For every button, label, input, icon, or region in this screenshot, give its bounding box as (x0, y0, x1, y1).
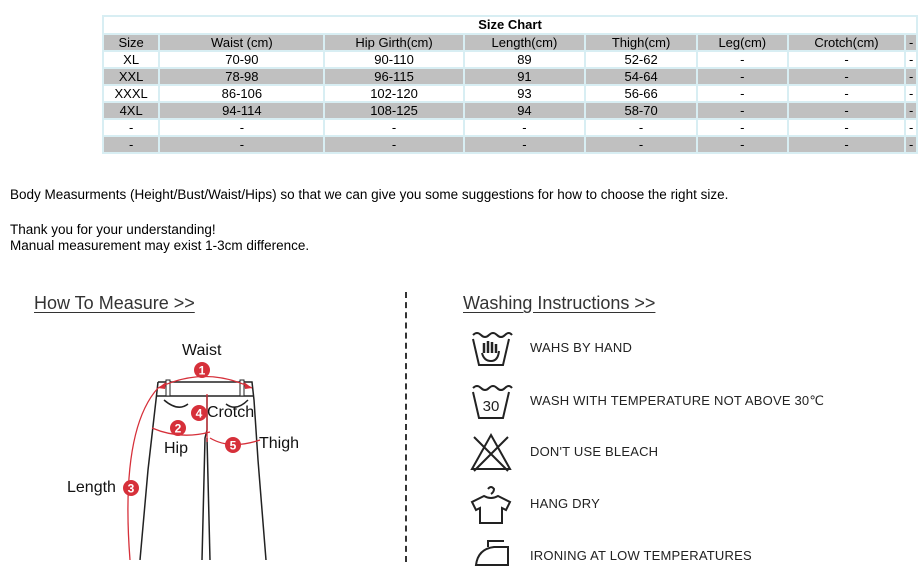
header-cell: Size (104, 35, 158, 50)
table-cell: - (789, 69, 905, 84)
size-chart-title: Size Chart (104, 17, 916, 33)
table-cell: 96-115 (325, 69, 462, 84)
wash-label: DON'T USE BLEACH (530, 444, 659, 459)
iron-low-icon (468, 535, 514, 579)
marker-5: 5 (229, 438, 237, 453)
table-cell: - (906, 86, 916, 101)
table-cell: 52-62 (586, 52, 696, 67)
table-cell: - (906, 137, 916, 152)
hip-label: Hip (164, 440, 189, 457)
table-cell: XXXL (104, 86, 158, 101)
table-cell: - (906, 69, 916, 84)
crotch-label: Crotch (207, 404, 255, 421)
waist-label: Waist (182, 342, 222, 359)
hang-dry-icon (468, 483, 514, 527)
marker-hip (170, 420, 186, 436)
table-cell: 56-66 (586, 86, 696, 101)
table-cell: 94 (465, 103, 585, 118)
table-cell: 78-98 (160, 69, 323, 84)
section-divider (405, 292, 407, 562)
manual-measurement-note: Manual measurement may exist 1-3cm difference. (10, 238, 310, 253)
washing-instructions-title: Washing Instructions >> (463, 293, 656, 313)
header-cell: - (906, 35, 916, 50)
wash-temperature: 30 (482, 398, 500, 415)
how-to-measure-title: How To Measure >> (34, 293, 195, 313)
table-cell: - (698, 52, 787, 67)
table-cell: - (698, 103, 787, 118)
table-cell: - (104, 137, 158, 152)
table-cell: 90-110 (325, 52, 462, 67)
wash-item-no-bleach (468, 431, 908, 475)
wash-label: WAHS BY HAND (530, 340, 633, 355)
table-row (104, 52, 916, 67)
no-bleach-icon (468, 431, 514, 475)
table-cell: 58-70 (586, 103, 696, 118)
wash-item-iron-low (468, 535, 908, 579)
table-cell: 102-120 (325, 86, 462, 101)
size-chart-table (102, 15, 918, 154)
header-cell: Thigh(cm) (586, 35, 696, 50)
table-row (104, 69, 916, 84)
table-cell: XXL (104, 69, 158, 84)
table-cell: - (160, 120, 323, 135)
wash-label: WASH WITH TEMPERATURE NOT ABOVE 30℃ (530, 393, 825, 408)
table-cell: - (698, 137, 787, 152)
table-cell: - (789, 137, 905, 152)
table-cell: - (586, 137, 696, 152)
table-cell: 4XL (104, 103, 158, 118)
table-cell: - (789, 103, 905, 118)
header-cell: Hip Girth(cm) (325, 35, 462, 50)
thigh-label: Thigh (259, 435, 300, 452)
wash-label: HANG DRY (530, 496, 600, 511)
table-cell: - (325, 137, 462, 152)
wash-label: IRONING AT LOW TEMPERATURES (530, 548, 752, 563)
table-cell: 91 (465, 69, 585, 84)
table-row (104, 86, 916, 101)
marker-2: 2 (174, 421, 182, 436)
table-cell: - (789, 86, 905, 101)
body-measurements-note: Body Measurments (Height/Bust/Waist/Hips) so that we can give you some suggestions for how to choose the right size. (10, 187, 729, 202)
table-cell: - (789, 120, 905, 135)
marker-waist (194, 362, 210, 378)
table-cell: - (698, 120, 787, 135)
table-row (104, 120, 916, 135)
table-cell: - (586, 120, 696, 135)
table-cell: - (465, 120, 585, 135)
marker-4: 4 (195, 406, 203, 421)
marker-length (123, 480, 139, 496)
table-cell: - (465, 137, 585, 152)
pants-diagram (60, 360, 300, 560)
table-cell: XL (104, 52, 158, 67)
marker-3: 3 (127, 481, 135, 496)
table-row (104, 137, 916, 152)
table-cell: 108-125 (325, 103, 462, 118)
header-cell: Leg(cm) (698, 35, 787, 50)
marker-1: 1 (198, 363, 206, 378)
table-row (104, 103, 916, 118)
table-cell: 54-64 (586, 69, 696, 84)
length-label: Length (67, 479, 116, 496)
marker-thigh (225, 437, 241, 453)
wash-30-icon (468, 380, 514, 424)
wash-item-30-degrees (468, 380, 908, 424)
wash-item-hang-dry (468, 483, 908, 527)
wash-item-hand-wash (468, 327, 908, 371)
hand-wash-icon (468, 327, 514, 371)
marker-crotch (191, 405, 207, 421)
table-cell: - (104, 120, 158, 135)
table-cell: 94-114 (160, 103, 323, 118)
table-cell: - (906, 103, 916, 118)
thanks-note: Thank you for your understanding! (10, 222, 216, 237)
header-cell: Waist (cm) (160, 35, 323, 50)
table-cell: - (906, 52, 916, 67)
table-cell: - (906, 120, 916, 135)
table-cell: 89 (465, 52, 585, 67)
table-cell: - (160, 137, 323, 152)
table-cell: 70-90 (160, 52, 323, 67)
table-cell: 86-106 (160, 86, 323, 101)
table-cell: - (789, 52, 905, 67)
size-chart-header-row (104, 35, 916, 50)
header-cell: Length(cm) (465, 35, 585, 50)
table-cell: - (698, 86, 787, 101)
table-cell: - (698, 69, 787, 84)
table-cell: 93 (465, 86, 585, 101)
table-cell: - (325, 120, 462, 135)
header-cell: Crotch(cm) (789, 35, 905, 50)
